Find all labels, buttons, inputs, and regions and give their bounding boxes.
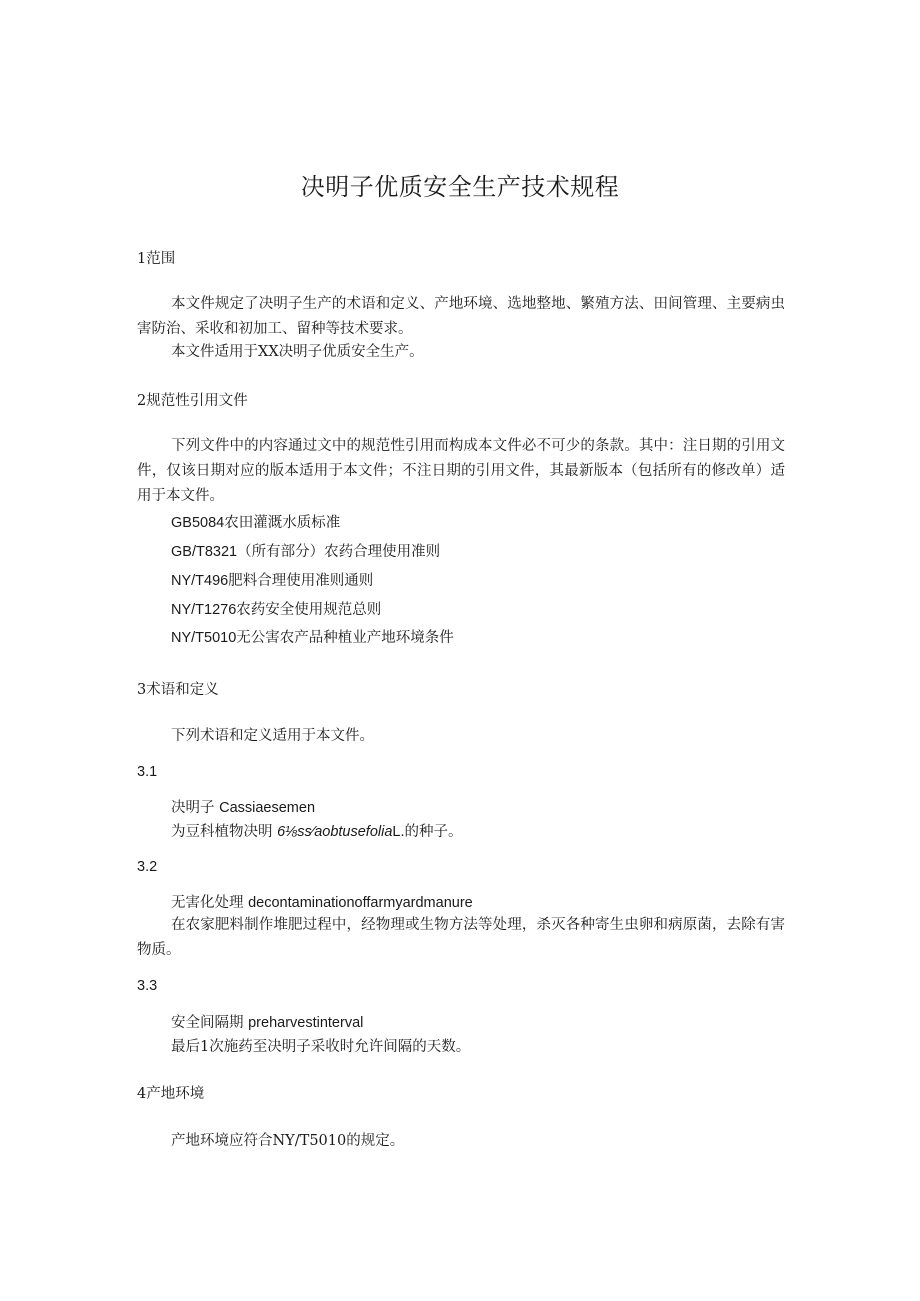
- section-3-paragraph-1: 下列术语和定义适用于本文件。: [171, 728, 374, 744]
- reference-name: （所有部分）农药合理使用准则: [237, 544, 441, 560]
- term-cn: 安全间隔期: [171, 1015, 244, 1031]
- reference-code: NY/T5010: [171, 630, 237, 646]
- reference-item: [171, 540, 440, 561]
- document-title: 决明子优质安全生产技术规程: [300, 173, 620, 201]
- section-3-heading: 3术语和定义: [137, 682, 219, 698]
- reference-item: [171, 626, 454, 647]
- section-4-heading: 4产地环境: [137, 1086, 205, 1102]
- section-1-paragraph-2: 本文件适用于XX决明子优质安全生产。: [171, 344, 424, 360]
- section-1-heading: 1范围: [137, 251, 176, 267]
- reference-code: NY/T496: [171, 573, 229, 589]
- term-3-2-definition: 在农家肥料制作堆肥过程中，经物理或生物方法等处理，杀灭各种寄生虫卵和病原菌，去除有害物质。: [137, 917, 785, 958]
- section-1-paragraph-1: 本文件规定了决明子生产的术语和定义、产地环境、选地整地、繁殖方法、田间管理、主要病虫害防治、采收和初加工、留种等技术要求。: [137, 296, 785, 337]
- term-cn: 决明子: [171, 800, 215, 816]
- term-3-3-title: [171, 1011, 363, 1032]
- reference-name: 农药安全使用规范总则: [236, 602, 382, 618]
- term-en: decontaminationoffarmyardmanure: [248, 895, 473, 911]
- reference-name: 无公害农产品种植业产地环境条件: [236, 630, 454, 646]
- reference-item: [171, 569, 373, 590]
- term-3-3-definition: 最后1次施药至决明子采收时允许间隔的天数。: [171, 1039, 471, 1055]
- term-3-1-definition: [171, 820, 462, 841]
- reference-code: NY/T1276: [171, 602, 237, 618]
- term-en: Cassiaesemen: [219, 800, 316, 816]
- term-3-3-number: 3.3: [137, 978, 158, 994]
- definition-prefix: 为豆科植物决明: [171, 824, 273, 840]
- term-3-1-number: 3.1: [137, 764, 158, 780]
- reference-item: [171, 598, 381, 619]
- section-4-paragraph-1: 产地环境应符合NY/T5010的规定。: [171, 1133, 405, 1149]
- latin-name: 6⅛ss⁄aobtusefolia: [277, 824, 393, 840]
- reference-code: GB/T8321: [171, 544, 238, 560]
- reference-code: GB5084: [171, 515, 225, 531]
- term-3-2-number: 3.2: [137, 859, 158, 875]
- term-3-2-title: [171, 891, 473, 912]
- term-en: preharvestinterval: [248, 1015, 364, 1031]
- section-2-paragraph-1: 下列文件中的内容通过文中的规范性引用而构成本文件必不可少的条款。其中：注日期的引用文件，仅该日期对应的版本适用于本文件；不注日期的引用文件，其最新版本（包括所有的修改单）适用于本文件。: [137, 438, 785, 504]
- reference-name: 农田灌溉水质标准: [224, 515, 341, 531]
- section-2-heading: 2规范性引用文件: [137, 393, 248, 409]
- reference-item: [171, 511, 340, 532]
- term-3-1-title: [171, 796, 315, 817]
- reference-name: 肥料合理使用准则通则: [228, 573, 374, 589]
- term-cn: 无害化处理: [171, 895, 244, 911]
- definition-suffix: L.的种子。: [392, 824, 463, 840]
